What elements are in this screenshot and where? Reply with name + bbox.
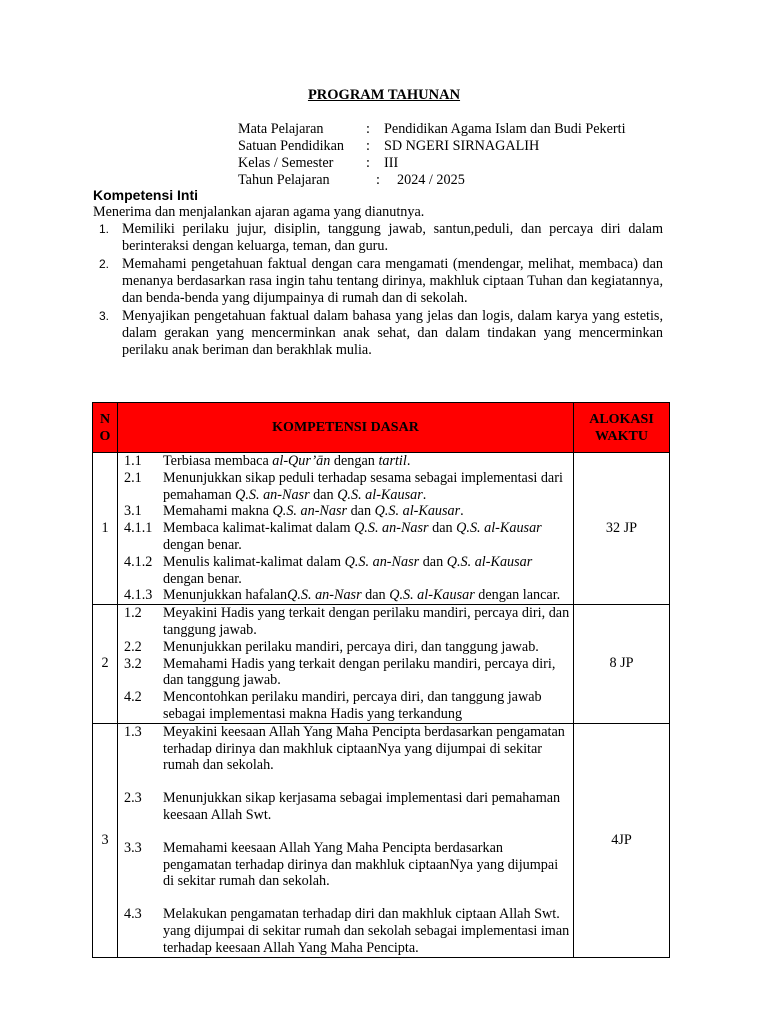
meta-colon: : — [366, 138, 370, 154]
kompetensi-code: 4.1.3 — [124, 587, 153, 604]
alokasi-waktu: 32 JP — [574, 453, 670, 605]
ki-heading: Kompetensi Inti — [93, 187, 199, 203]
kompetensi-item — [118, 689, 573, 723]
kompetensi-text: Memahami Hadis yang terkait dengan perilaku mandiri, percaya diri, dan tanggung jawab. — [163, 655, 556, 689]
kompetensi-code: 2.2 — [124, 638, 142, 655]
kompetensi-item — [118, 656, 573, 690]
kompetensi-code: 2.3 — [124, 790, 142, 807]
ki-item-number: 1. — [99, 222, 110, 236]
header-kompetensi-dasar: KOMPETENSI DASAR — [118, 403, 574, 453]
kompetensi-item — [118, 605, 573, 639]
ki-item — [93, 256, 663, 307]
meta-value: Pendidikan Agama Islam dan Budi Pekerti — [384, 121, 626, 137]
meta-colon: : — [366, 121, 370, 137]
kompetensi-code: 4.3 — [124, 906, 142, 923]
table-header-row — [93, 403, 670, 453]
page-title: PROGRAM TAHUNAN — [307, 87, 461, 103]
kompetensi-item — [118, 906, 573, 956]
ki-list — [93, 221, 663, 359]
kompetensi-item — [118, 470, 573, 504]
ki-item-number: 3. — [99, 309, 110, 323]
kompetensi-item — [118, 587, 573, 604]
meta-label: Satuan Pendidikan — [238, 138, 344, 154]
ki-intro: Menerima dan menjalankan ajaran agama yang dianutnya. — [93, 204, 425, 220]
kompetensi-code: 1.2 — [124, 605, 142, 622]
kompetensi-item — [118, 453, 573, 470]
kompetensi-code: 4.2 — [124, 689, 142, 706]
kompetensi-item — [118, 840, 573, 890]
kompetensi-code: 4.1.2 — [124, 553, 153, 570]
kompetensi-item — [118, 554, 573, 588]
kompetensi-code: 1.3 — [124, 723, 142, 740]
kompetensi-text: Menunjukkan perilaku mandiri, percaya diri, dan tanggung jawab. — [163, 638, 539, 655]
kompetensi-code: 3.3 — [124, 839, 142, 856]
kompetensi-cell — [118, 723, 574, 957]
table-row — [93, 723, 670, 957]
meta-value: 2024 / 2025 — [397, 172, 465, 188]
kompetensi-text: Menunjukkan sikap kerjasama sebagai implementasi dari pemahaman keesaan Allah Swt. — [163, 790, 561, 823]
meta-label: Kelas / Semester — [238, 155, 334, 171]
kompetensi-text: Meyakini keesaan Allah Yang Maha Pencipta berdasarkan pengamatan terhadap dirinya dan makhluk ciptaanNya yang dijumpai di sekitar rumah dan sekolah. — [163, 723, 565, 774]
ki-item-number: 2. — [99, 257, 110, 271]
kompetensi-code: 1.1 — [124, 453, 142, 469]
kompetensi-item — [118, 724, 573, 774]
row-number: 1 — [93, 453, 118, 605]
ki-item — [93, 308, 663, 359]
meta-colon: : — [366, 155, 370, 171]
kompetensi-text: Memahami makna Q.S. an-Nasr dan Q.S. al-Kausar. — [163, 503, 464, 520]
meta-colon: : — [376, 172, 380, 188]
kompetensi-cell — [118, 605, 574, 724]
alokasi-waktu: 8 JP — [574, 605, 670, 724]
kompetensi-text: Meyakini Hadis yang terkait dengan perilaku mandiri, percaya diri, dan tanggung jawab. — [163, 605, 570, 638]
kompetensi-dasar-table — [92, 402, 670, 958]
kompetensi-text: Mencontohkan perilaku mandiri, percaya diri, dan tanggung jawab sebagai implementasi makna Hadis yang terkandung — [163, 689, 542, 722]
ki-item-text: Menyajikan pengetahuan faktual dalam bahasa yang jelas dan logis, dalam karya yang estetis, dalam gerakan yang mencerminkan anak sehat, dan dalam tindakan yang mencerminkan perilaku anak beriman dan berakhlak mulia. — [122, 308, 663, 358]
kompetensi-code: 3.2 — [124, 655, 142, 672]
kompetensi-text: Menunjukkan hafalanQ.S. an-Nasr dan Q.S. al-Kausar dengan lancar. — [163, 587, 561, 604]
header-alokasi-waktu: ALOKASI WAKTU — [574, 403, 670, 453]
kompetensi-text: Menunjukkan sikap peduli terhadap sesama sebagai implementasi dari pemahaman Q.S. an-Nasr dan Q.S. al-Kausar. — [163, 469, 563, 503]
meta-label: Tahun Pelajaran — [238, 172, 330, 188]
meta-label: Mata Pelajaran — [238, 121, 324, 137]
meta-value: III — [384, 155, 399, 171]
kompetensi-code: 4.1.1 — [124, 520, 153, 537]
kompetensi-item — [118, 639, 573, 656]
kompetensi-text: Membaca kalimat-kalimat dalam Q.S. an-Nasr dan Q.S. al-Kausar dengan benar. — [163, 520, 542, 553]
ki-item-text: Memahami pengetahuan faktual dengan cara mengamati (mendengar, melihat, membaca) dan menanya berdasarkan rasa ingin tahu tentang dirinya, makhluk ciptaan Tuhan dan kegiatannya, dan benda-benda yang dijumpainya di rumah dan di sekolah. — [122, 256, 663, 306]
ki-item — [93, 221, 663, 255]
kompetensi-item — [118, 503, 573, 520]
kompetensi-item — [118, 520, 573, 554]
ki-item-text: Memiliki perilaku jujur, disiplin, tanggung jawab, santun,peduli, dan percaya diri dalam berinteraksi dengan keluarga, teman, dan guru. — [122, 221, 663, 254]
kompetensi-cell — [118, 453, 574, 605]
kompetensi-code: 2.1 — [124, 469, 142, 486]
kompetensi-text: Memahami keesaan Allah Yang Maha Pencipta berdasarkan pengamatan terhadap dirinya dan makhluk ciptaanNya yang dijumpai di sekitar rumah dan sekolah. — [163, 839, 559, 890]
kompetensi-text: Melakukan pengamatan terhadap diri dan makhluk ciptaan Allah Swt. yang dijumpai di sekitar rumah dan sekolah sebagai implementasi iman terhadap keesaan Allah Yang Maha Pencipta. — [163, 906, 570, 956]
kompetensi-text: Terbiasa membaca al-Qur’ān dengan tartil. — [163, 453, 411, 469]
kompetensi-code: 3.1 — [124, 503, 142, 520]
table-row — [93, 605, 670, 724]
table-row — [93, 453, 670, 605]
kompetensi-item — [118, 790, 573, 824]
meta-value: SD NGERI SIRNAGALIH — [384, 138, 540, 154]
header-no: N O — [93, 403, 118, 453]
alokasi-waktu: 4JP — [574, 723, 670, 957]
row-number: 3 — [93, 723, 118, 957]
kompetensi-text: Menulis kalimat-kalimat dalam Q.S. an-Nasr dan Q.S. al-Kausar dengan benar. — [163, 553, 533, 587]
row-number: 2 — [93, 605, 118, 724]
